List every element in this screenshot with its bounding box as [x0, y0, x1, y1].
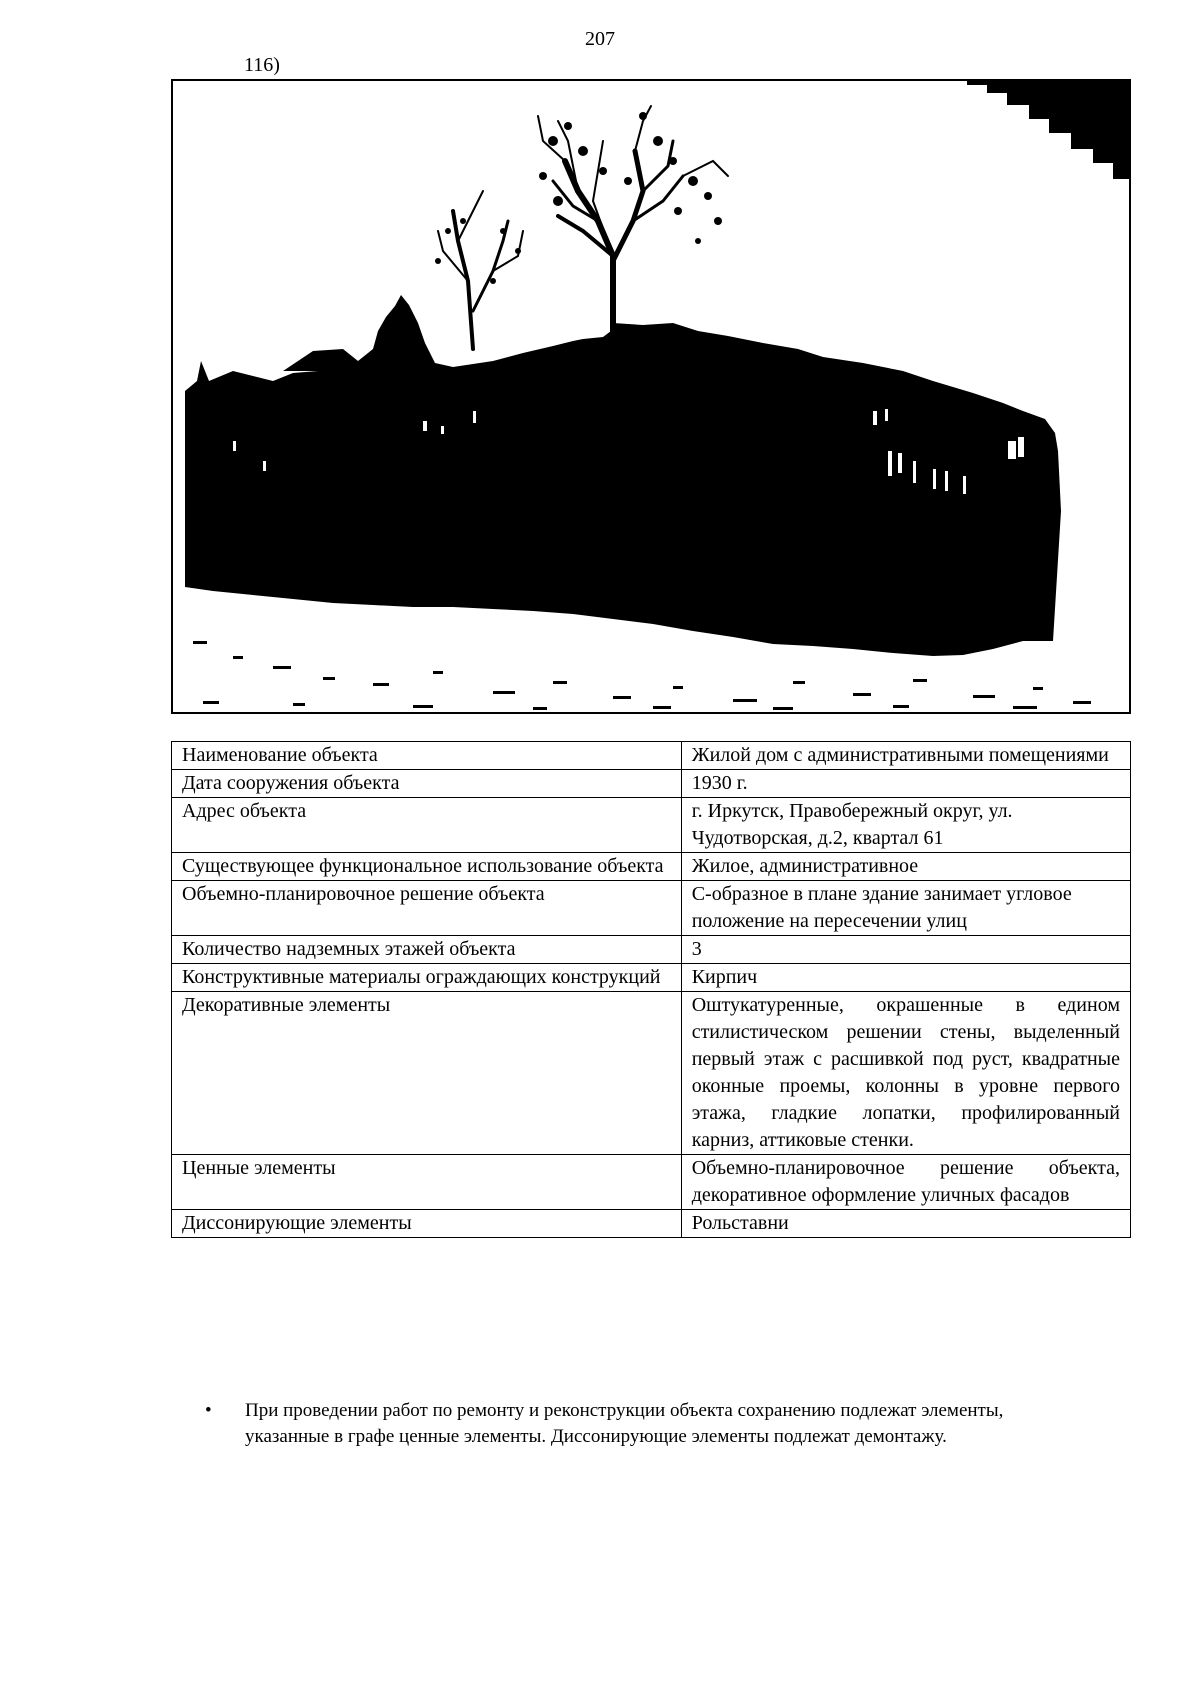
building-photo-icon: [173, 81, 1129, 712]
note-text: При проведении работ по ремонту и реконструкции объекта сохранению подлежат элементы, указанные в графе ценные элементы. Диссонирующие элементы подлежат демонтажу.: [245, 1400, 1004, 1447]
table-row: [172, 1155, 1131, 1210]
table-row: [172, 770, 1131, 798]
row-value: Жилое, административное: [681, 853, 1130, 881]
row-value: С-образное в плане здание занимает угловое положение на пересечении улиц: [681, 881, 1130, 936]
table-row: [172, 992, 1131, 1155]
row-label: Количество надземных этажей объекта: [172, 936, 682, 964]
row-label: Наименование объекта: [172, 742, 682, 770]
note: [205, 1398, 1085, 1450]
row-value: Кирпич: [681, 964, 1130, 992]
row-label: Объемно-планировочное решение объекта: [172, 881, 682, 936]
row-value: 1930 г.: [681, 770, 1130, 798]
bullet: •: [205, 1400, 212, 1421]
table-row: [172, 853, 1131, 881]
row-label: Декоративные элементы: [172, 992, 682, 1155]
figure-label: 116): [244, 54, 280, 76]
table-row: [172, 1210, 1131, 1238]
row-label: Ценные элементы: [172, 1155, 682, 1210]
table-row: [172, 964, 1131, 992]
table-row: [172, 881, 1131, 936]
row-value: Рольставни: [681, 1210, 1130, 1238]
row-value: 3: [681, 936, 1130, 964]
row-value: Объемно-планировочное решение объекта, декоративное оформление уличных фасадов: [681, 1155, 1130, 1210]
row-value: Оштукатуренные, окрашенные в едином стилистическом решении стены, выделенный первый этаж с расшивкой под руст, квадратные оконные проемы, колонны в уровне первого этажа, гладкие лопатки, профилированный карниз, аттиковые стенки.: [681, 992, 1130, 1155]
object-info-table: [171, 741, 1131, 1238]
row-label: Конструктивные материалы ограждающих конструкций: [172, 964, 682, 992]
row-label: Существующее функциональное использование объекта: [172, 853, 682, 881]
building-photo: [171, 79, 1131, 714]
table-row: [172, 798, 1131, 853]
row-label: Дата сооружения объекта: [172, 770, 682, 798]
table-row: [172, 742, 1131, 770]
row-value: г. Иркутск, Правобережный округ, ул. Чудотворская, д.2, квартал 61: [681, 798, 1130, 853]
table-row: [172, 936, 1131, 964]
row-label: Диссонирующие элементы: [172, 1210, 682, 1238]
page-number: 207: [585, 28, 615, 50]
row-value: Жилой дом с административными помещениями: [681, 742, 1130, 770]
row-label: Адрес объекта: [172, 798, 682, 853]
